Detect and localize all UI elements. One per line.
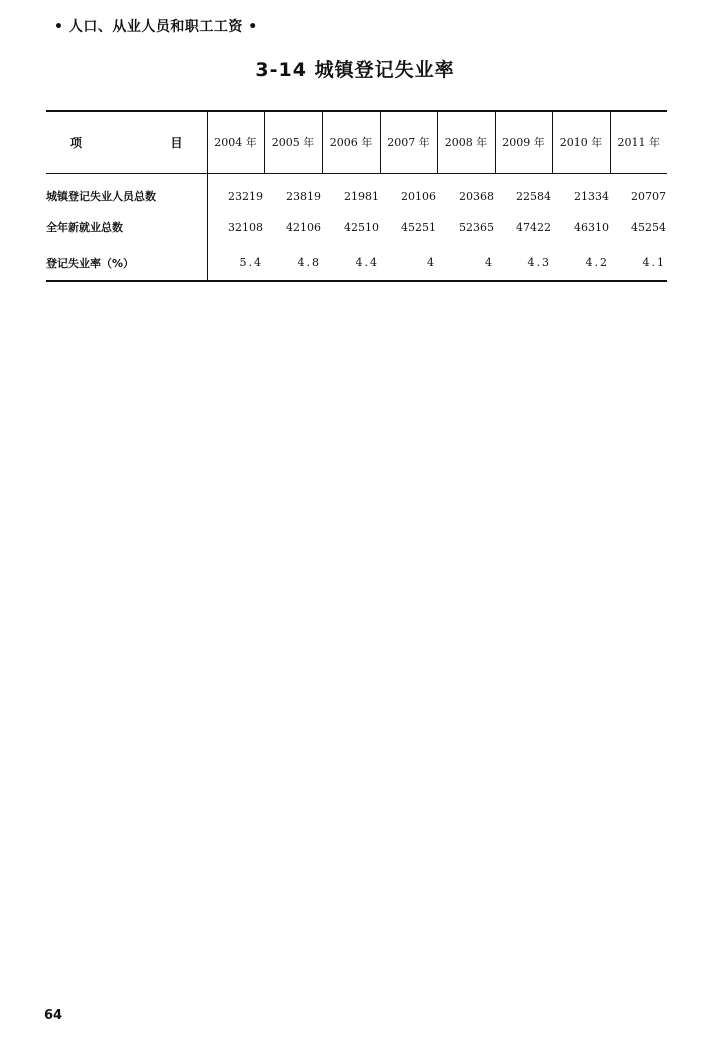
table-row xyxy=(46,245,667,281)
year-header-2006: 2006 年 xyxy=(322,111,380,173)
year-header-2009: 2009 年 xyxy=(495,111,552,173)
table-cell: 42510 xyxy=(344,220,379,234)
year-header-2004: 2004 年 xyxy=(207,111,264,173)
year-header-2011: 2011 年 xyxy=(610,111,667,173)
table-cell: 4.1 xyxy=(610,245,667,281)
item-header-left-char: 项 xyxy=(70,135,83,150)
table-cell: 4 xyxy=(437,245,495,281)
row-label-registered-unemployed: 城镇登记失业人员总数 xyxy=(46,173,207,209)
page-title: 3-14 城镇登记失业率 xyxy=(255,59,455,81)
row-label-registered-unemployment-rate: 登记失业率（%） xyxy=(46,245,207,281)
table-cell: 20368 xyxy=(459,189,494,203)
table-cell: 20106 xyxy=(401,189,436,203)
item-header-right-char: 目 xyxy=(170,135,183,150)
unemployment-rate-table xyxy=(46,110,667,282)
table-cell: 45254 xyxy=(631,220,666,234)
table-cell: 4.2 xyxy=(552,245,610,281)
table-cell: 21334 xyxy=(574,189,609,203)
table-cell: 23219 xyxy=(228,189,263,203)
table-cell: 42106 xyxy=(286,220,321,234)
item-column-header xyxy=(46,111,207,173)
year-header-2010: 2010 年 xyxy=(552,111,610,173)
table-cell: 20707 xyxy=(631,189,666,203)
table-cell: 47422 xyxy=(516,220,551,234)
table-cell: 4.4 xyxy=(322,245,380,281)
statistics-table-container xyxy=(46,110,667,282)
table-cell: 46310 xyxy=(574,220,609,234)
table-header-row xyxy=(46,111,667,173)
table-row xyxy=(46,173,667,209)
table-cell: 32108 xyxy=(228,220,263,234)
table-cell: 4.8 xyxy=(264,245,322,281)
table-cell: 4.3 xyxy=(495,245,552,281)
row-label-new-employment: 全年新就业总数 xyxy=(46,209,207,245)
year-header-2008: 2008 年 xyxy=(437,111,495,173)
table-cell: 4 xyxy=(380,245,437,281)
table-cell: 52365 xyxy=(459,220,494,234)
table-cell: 22584 xyxy=(516,189,551,203)
table-row xyxy=(46,209,667,245)
running-head: • 人口、从业人员和职工工资 • xyxy=(54,19,258,35)
table-cell: 45251 xyxy=(401,220,436,234)
table-cell: 21981 xyxy=(344,189,379,203)
year-header-2005: 2005 年 xyxy=(264,111,322,173)
year-header-2007: 2007 年 xyxy=(380,111,437,173)
page-number: 64 xyxy=(44,1008,63,1023)
table-cell: 23819 xyxy=(286,189,321,203)
table-cell: 5.4 xyxy=(207,245,264,281)
